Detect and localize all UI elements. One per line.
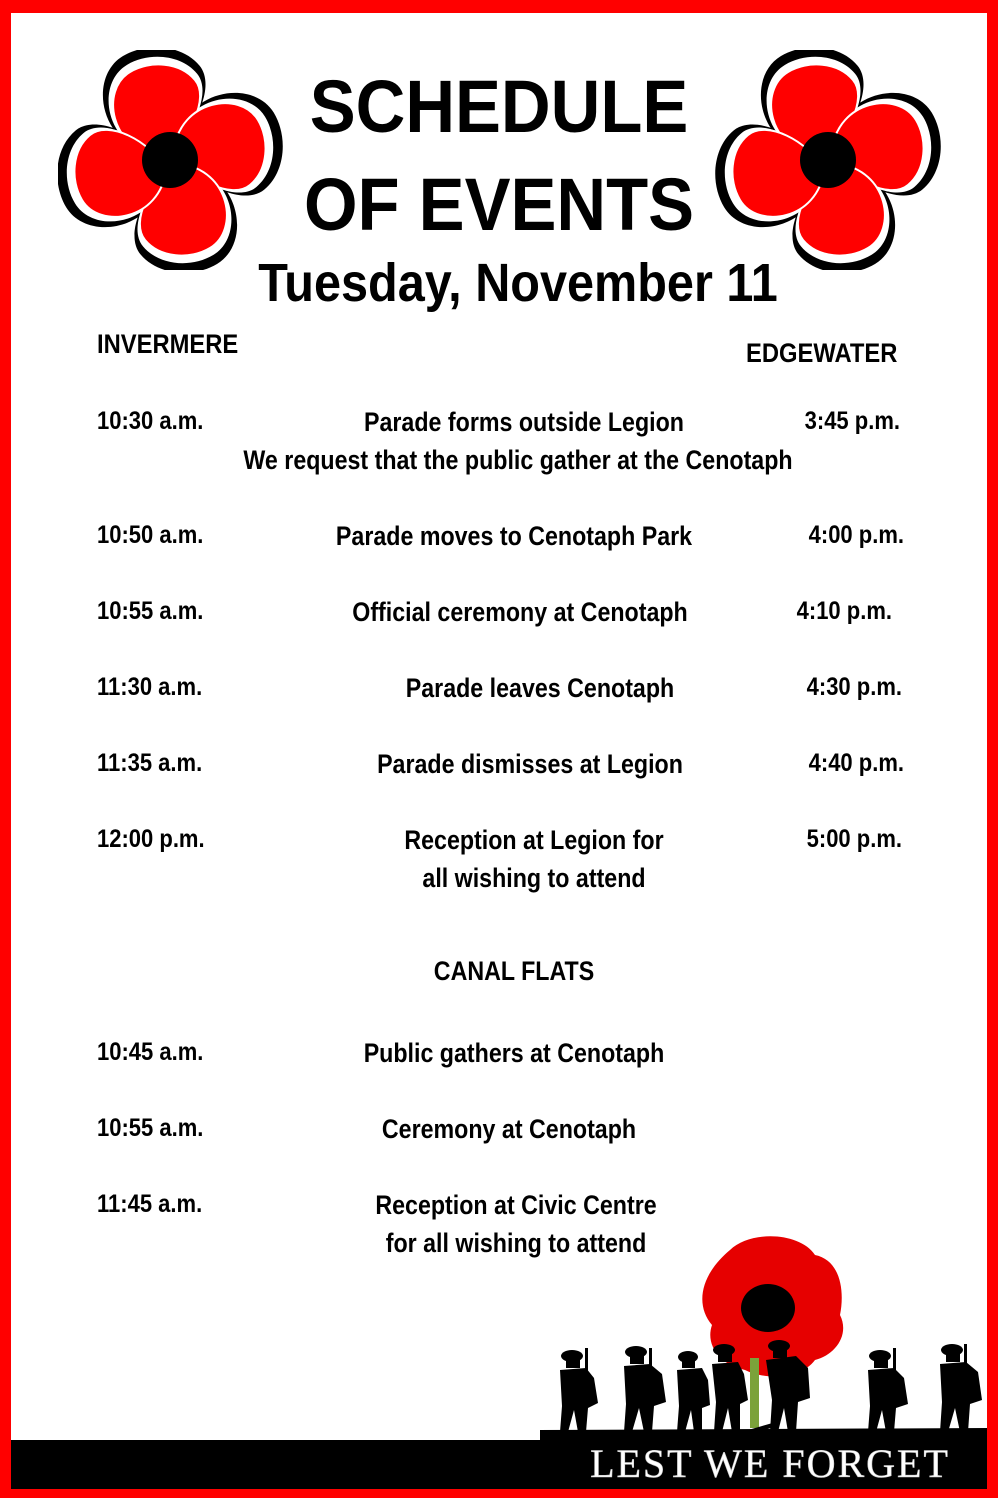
invermere-time: 11:35 a.m.: [97, 749, 203, 777]
edgewater-time: 3:45 p.m.: [804, 407, 900, 435]
canal-flats-time: 10:45 a.m.: [97, 1038, 204, 1066]
canal-flats-time: 10:55 a.m.: [97, 1114, 204, 1142]
event-description-line2: all wishing to attend: [422, 863, 646, 893]
canal-flats-time: 11:45 a.m.: [97, 1190, 203, 1218]
event-note: We request that the public gather at the Cenotaph: [243, 445, 793, 475]
event-description: Official ceremony at Cenotaph: [352, 597, 688, 627]
event-date: Tuesday, November 11: [258, 253, 778, 313]
event-description: Parade forms outside Legion: [363, 407, 684, 437]
title-text-1: SCHEDULE: [309, 65, 689, 148]
invermere-time: 12:00 p.m.: [97, 825, 205, 853]
column-heading-invermere: INVERMERE: [97, 329, 239, 359]
event-description: Parade dismisses at Legion: [377, 749, 683, 779]
column-heading-edgewater: EDGEWATER: [746, 338, 898, 368]
edgewater-time: 4:30 p.m.: [806, 673, 902, 701]
event-description-line1: Reception at Legion for: [404, 825, 664, 855]
event-description-line2: for all wishing to attend: [385, 1228, 647, 1258]
event-description: Parade leaves Cenotaph: [405, 673, 675, 703]
lest-we-forget-banner: LEST WE FORGET: [590, 1441, 950, 1486]
title-text-2: OF EVENTS: [303, 163, 695, 246]
event-description: Public gathers at Cenotaph: [363, 1038, 665, 1068]
edgewater-time: 4:40 p.m.: [808, 749, 904, 777]
invermere-time: 10:55 a.m.: [97, 597, 204, 625]
event-description: Ceremony at Cenotaph: [381, 1114, 637, 1144]
edgewater-time: 5:00 p.m.: [806, 825, 902, 853]
invermere-time: 10:30 a.m.: [97, 407, 204, 435]
event-description-line1: Reception at Civic Centre: [375, 1190, 657, 1220]
soldiers-silhouette-icon: [540, 1230, 987, 1442]
event-description: Parade moves to Cenotaph Park: [335, 521, 693, 551]
edgewater-time: 4:10 p.m.: [796, 597, 892, 625]
section-heading-canal-flats: CANAL FLATS: [433, 956, 595, 986]
page-title-line1: [35, 65, 963, 148]
invermere-time: 10:50 a.m.: [97, 521, 204, 549]
page-title-line2: [35, 163, 963, 246]
edgewater-time: 4:00 p.m.: [808, 521, 904, 549]
invermere-time: 11:30 a.m.: [97, 673, 203, 701]
